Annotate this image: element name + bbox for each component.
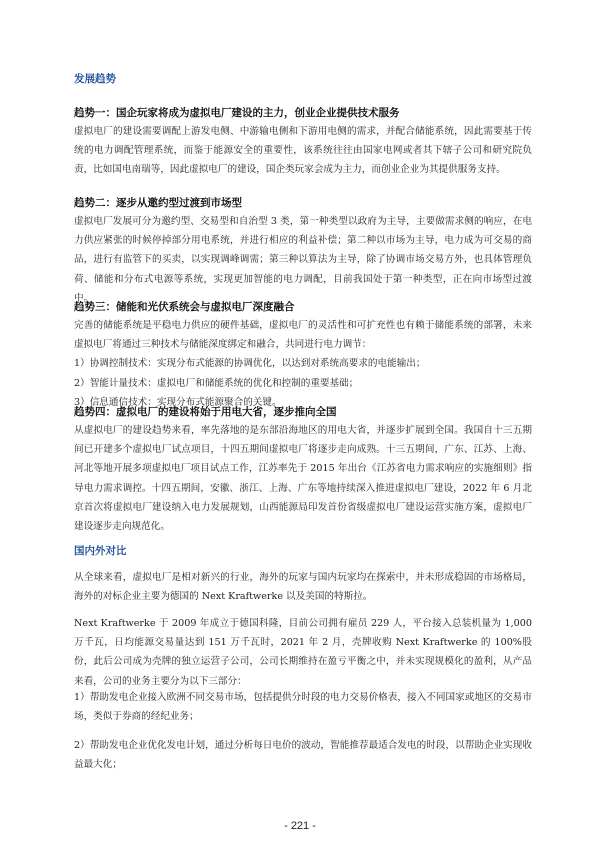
trend2-heading: 趋势二：逐步从邀约型过渡到市场型 — [74, 197, 242, 209]
business-item: 2）帮助发电企业优化发电计划，通过分析每日电价的波动，智能推荐最适合发电的时段，以帮助企业实现收益最大化； — [74, 740, 532, 771]
comparison-title: 国内外对比 — [74, 545, 127, 557]
trend4-heading: 趋势四：虚拟电厂的建设将始于用电大省，逐步推向全国 — [74, 406, 337, 418]
trend2-paragraph — [74, 212, 532, 308]
comparison-item-2 — [74, 736, 532, 774]
trend3-list-item: 2）智能计量技术：虚拟电厂和储能系统的优化和控制的重要基础； — [74, 377, 359, 389]
trend1-paragraph — [74, 122, 532, 180]
comparison-paragraph-1 — [74, 568, 532, 606]
trend1-body: 虚拟电厂的建设需要调配上游发电侧、中游输电侧和下游用电侧的需求，并配合储能系统，因此需要基于传统的电力调配管理系统，而鉴于能源安全的重要性，该系统往往由国家电网或者其下辖子公司和研究院负责，比如国电南瑞等，因此虚拟电厂的建设，国企类玩家会成为主力，而创业企业为其提供服务支持。 — [74, 126, 532, 176]
trend3-heading: 趋势三：储能和光伏系统会与虚拟电厂深度融合 — [74, 301, 295, 313]
trend3-list-item: 3）信息通信技术：实现分布式能源聚合的关键。 — [74, 396, 282, 408]
trend4-body: 从虚拟电厂的建设趋势来看，率先落地的是东部沿海地区的用电大省，并逐步扩展到全国。我国自十三五期间已开建多个虚拟电厂试点项目，十四五期间虚拟电厂将逐步走向成熟。十三五期间，广东、江苏、上海、河北等地开展多项虚拟电厂项目试点工作，江苏率先于 2015 年出台《江苏省电力需求响应的实施细则》指导电力需求调控。十四五期间，安徽、浙江、上海、广东等地持续深入推进虚拟电厂建设，2022 年 6 月北京首次将虚拟电厂建设纳入电力发展规划，山西能源局印发首份省级虚拟电厂建设运营实施方案，虚拟电厂建设逐步走向规范化。 — [74, 425, 532, 533]
trend1-heading: 趋势一：国企玩家将成为虚拟电厂建设的主力，创业企业提供技术服务 — [74, 107, 400, 119]
business-item: 1）帮助发电企业接入欧洲不同交易市场，包括提供分时段的电力交易价格表，接入不同国家或地区的交易市场，类似于券商的经纪业务； — [74, 692, 532, 723]
trend2-body: 虚拟电厂发展可分为邀约型、交易型和自治型 3 类，第一种类型以政府为主导，主要做需求侧的响应，在电力供应紧张的时候停掉部分用电系统，并进行相应的利益补偿；第二种以市场为主导，电力成为可交易的商品，进行有监管下的买卖，以实现调峰调需；第三种以算法为主导，除了协调市场交易方外，也具体管理负荷、储能和分布式电源等系统，实现更加智能的电力调配，目前我国处于第一种类型，正在向市场型过渡中。 — [74, 216, 532, 304]
trend3-list-item: 1）协调控制技术：实现分布式能源的协调优化，以达到对系统高要求的电能输出； — [74, 358, 426, 370]
trend4-paragraph — [74, 421, 532, 536]
page-number: - 221 - — [284, 820, 316, 832]
comparison-item-1 — [74, 688, 532, 726]
trend3-paragraph — [74, 316, 532, 412]
next-kraftwerke-description: Next Kraftwerke 于 2009 年成立于德国科隆，目前公司拥有雇员 229 人，平台接入总装机量为 1,000 万千瓦，日均能源交易量达到 151 万千瓦时，2021 年 2 月，壳牌收购 Next Kraftwerke 的 100%股份，此后公司成为壳牌的独立运营子公司，公司长期维持在盈亏平衡之中，并未实现规模化的盈利，从产品来看，公司的业务主要分为以下三部分： — [74, 618, 532, 687]
section-title: 发展趋势 — [74, 73, 116, 85]
comparison-intro: 从全球来看，虚拟电厂是相对新兴的行业，海外的玩家与国内玩家均在探索中，并未形成稳固的市场格局，海外的对标企业主要为德国的 Next Kraftwerke 以及美国的特斯拉。 — [74, 572, 532, 603]
comparison-paragraph-2 — [74, 614, 532, 691]
trend3-body: 完善的储能系统是平稳电力供应的硬件基础，虚拟电厂的灵活性和可扩充性也有赖于储能系统的部署，未来虚拟电厂将通过三种技术与储能深度绑定和融合，共同进行电力调节： — [74, 320, 532, 351]
